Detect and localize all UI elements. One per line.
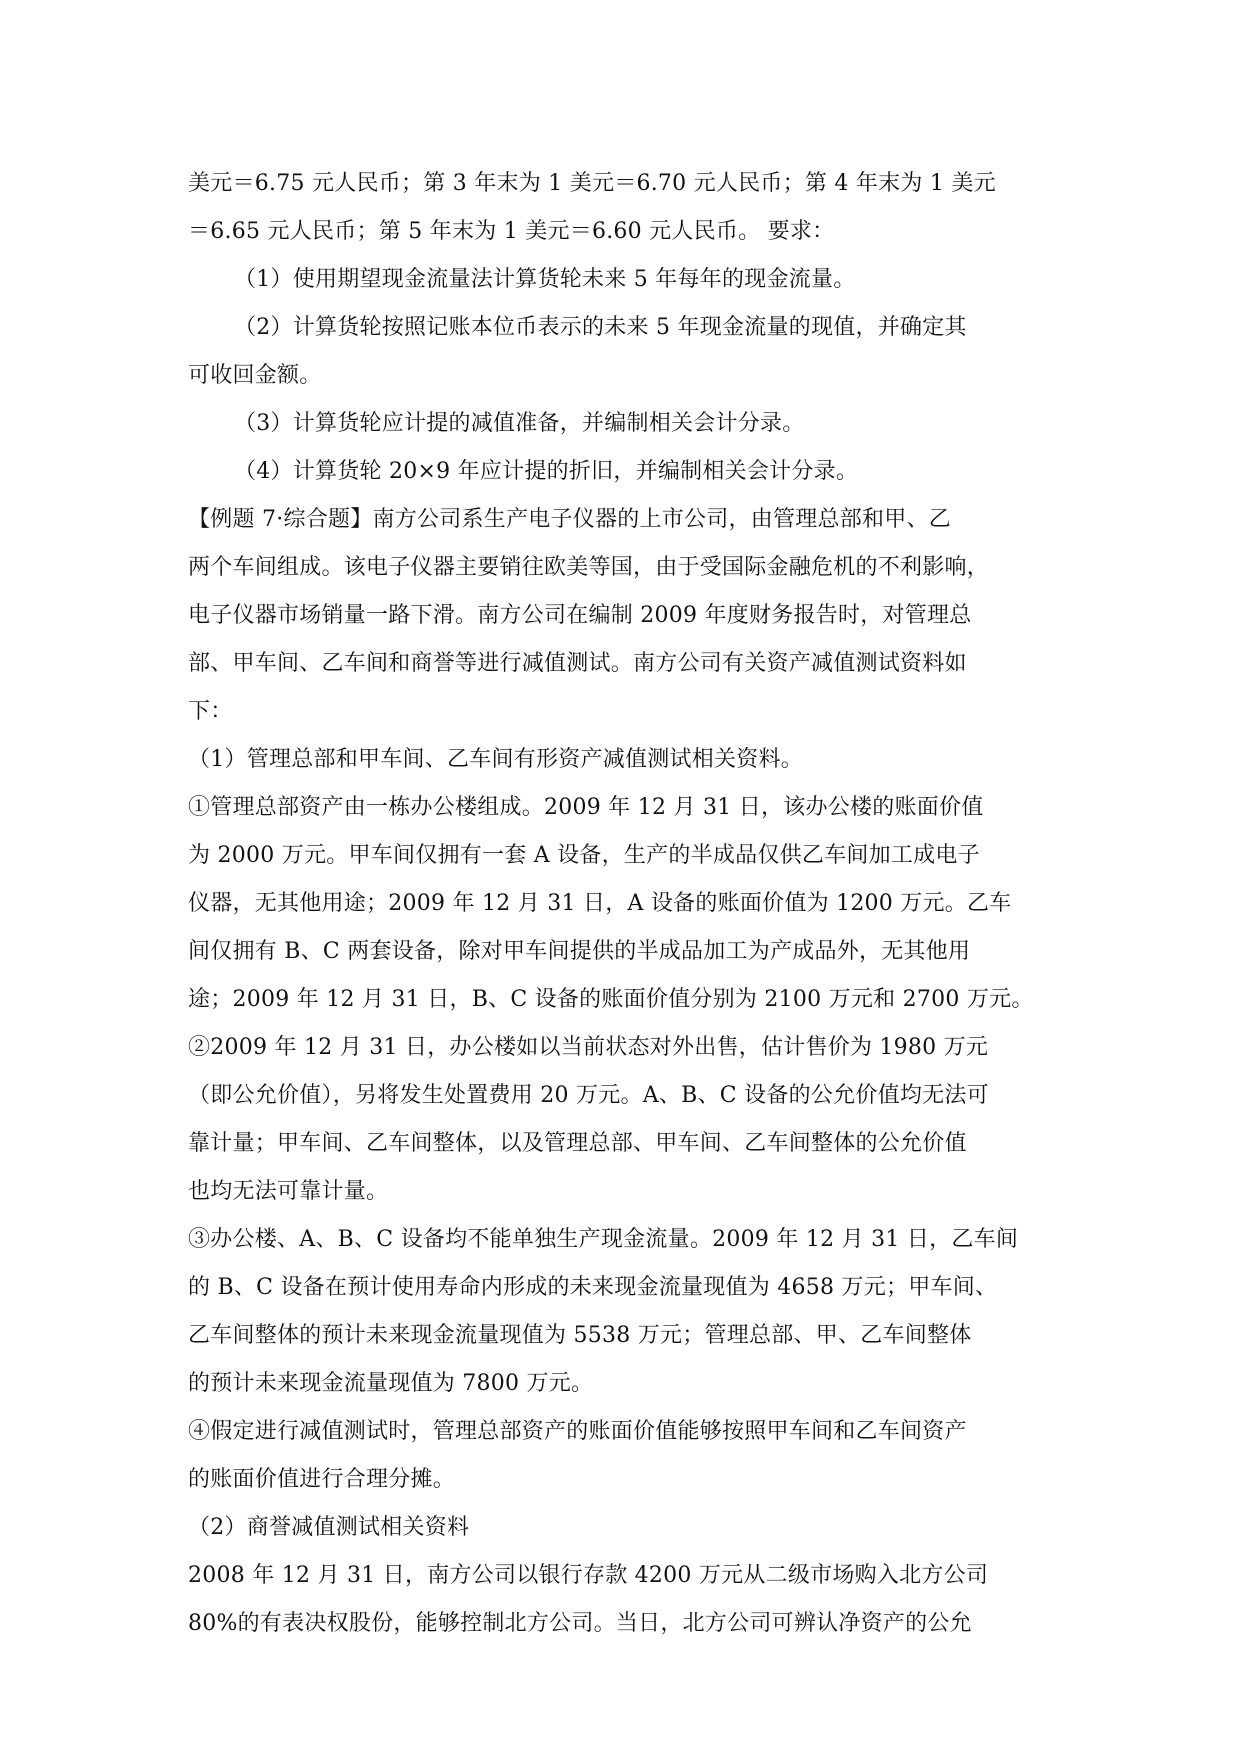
- text-line: ＝6.65 元人民币；第 5 年末为 1 美元＝6.60 元人民币。 要求：: [188, 219, 835, 244]
- text-line: ④假定进行减值测试时，管理总部资产的账面价值能够按照甲车间和乙车间资产: [188, 1419, 967, 1444]
- text-line: 的预计未来现金流量现值为 7800 万元。: [188, 1371, 594, 1396]
- text-line: 途；2009 年 12 月 31 日，B、C 设备的账面价值分别为 2100 万元和 2700 万元。: [188, 987, 1034, 1012]
- text-line: 间仅拥有 B、C 两套设备，除对甲车间提供的半成品加工为产成品外，无其他用: [188, 939, 971, 964]
- text-line: （2）计算货轮按照记账本位币表示的未来 5 年现金流量的现值，并确定其: [234, 315, 967, 340]
- text-line: ②2009 年 12 月 31 日，办公楼如以当前状态对外出售，估计售价为 1980 万元: [188, 1035, 989, 1060]
- text-line: 乙车间整体的预计未来现金流量现值为 5538 万元；管理总部、甲、乙车间整体: [188, 1323, 972, 1348]
- text-line: 可收回金额。: [188, 363, 322, 388]
- text-line: （1）管理总部和甲车间、乙车间有形资产减值测试相关资料。: [188, 747, 803, 772]
- text-line: 美元＝6.75 元人民币；第 3 年末为 1 美元＝6.70 元人民币；第 4 年末为 1 美元: [188, 171, 996, 196]
- text-line: 也均无法可靠计量。: [188, 1179, 389, 1204]
- text-line: （2）商誉减值测试相关资料: [188, 1515, 470, 1540]
- text-line: 下：: [188, 699, 233, 724]
- text-line: （1）使用期望现金流量法计算货轮未来 5 年每年的现金流量。: [234, 267, 856, 292]
- document-page: [188, 160, 1056, 1648]
- text-line: 部、甲车间、乙车间和商誉等进行减值测试。南方公司有关资产减值测试资料如: [188, 651, 967, 676]
- text-line: 80%的有表决权股份，能够控制北方公司。当日，北方公司可辨认净资产的公允: [188, 1611, 972, 1636]
- text-line: 仪器，无其他用途；2009 年 12 月 31 日，A 设备的账面价值为 1200 万元。乙车: [188, 891, 1012, 916]
- text-line: 两个车间组成。该电子仪器主要销往欧美等国，由于受国际金融危机的不利影响，: [188, 555, 990, 580]
- text-line: 2008 年 12 月 31 日，南方公司以银行存款 4200 万元从二级市场购入北方公司: [188, 1563, 989, 1588]
- text-line: 靠计量；甲车间、乙车间整体，以及管理总部、甲车间、乙车间整体的公允价值: [188, 1131, 967, 1156]
- text-line: 电子仪器市场销量一路下滑。南方公司在编制 2009 年度财务报告时，对管理总: [188, 603, 972, 628]
- text-line: 的 B、C 设备在预计使用寿命内形成的未来现金流量现值为 4658 万元；甲车间、: [188, 1275, 998, 1300]
- text-line: ①管理总部资产由一栋办公楼组成。2009 年 12 月 31 日，该办公楼的账面价值: [188, 795, 984, 820]
- text-line: 的账面价值进行合理分摊。: [188, 1467, 456, 1492]
- text-line: （4）计算货轮 20×9 年应计提的折旧，并编制相关会计分录。: [234, 459, 859, 484]
- text-line: （3）计算货轮应计提的减值准备，并编制相关会计分录。: [234, 411, 805, 436]
- text-line: 【例题 7·综合题】南方公司系生产电子仪器的上市公司，由管理总部和甲、乙: [188, 507, 951, 532]
- text-line: ③办公楼、A、B、C 设备均不能单独生产现金流量。2009 年 12 月 31 日，乙车间: [188, 1227, 1019, 1252]
- text-line: 为 2000 万元。甲车间仅拥有一套 A 设备，生产的半成品仅供乙车间加工成电子: [188, 843, 980, 868]
- text-line: （即公允价值），另将发生处置费用 20 万元。A、B、C 设备的公允价值均无法可: [188, 1083, 989, 1108]
